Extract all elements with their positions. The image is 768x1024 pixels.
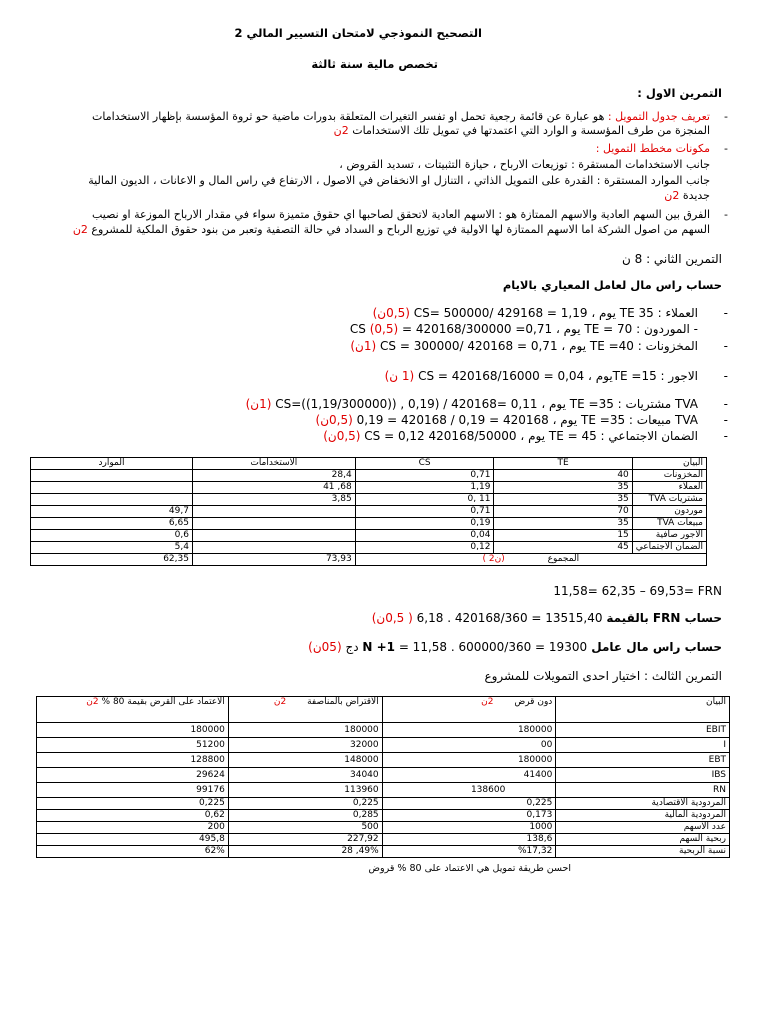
table-row bbox=[37, 753, 730, 768]
cell-uses: 3,85 bbox=[192, 494, 355, 506]
difference-text-2: السهم من اصول الشركة اما الاسهم الممتازة لها الاولية في توزيع الرباح و السداد في حالة التصفية وتعبر من بنود حقوق الملكية للمشروع bbox=[91, 223, 710, 236]
frn-value-label: حساب FRN بالقيمة bbox=[606, 611, 722, 625]
header-item: البيان bbox=[556, 697, 730, 723]
bullet-dash: - bbox=[723, 413, 728, 427]
cell-no-loan: 138600 bbox=[382, 783, 556, 798]
definition-label: تعريف جدول التمويل : bbox=[607, 110, 710, 123]
calc-text: الاجور : TE =15يوم ، 0,04 = 420168/16000 = CS bbox=[418, 369, 698, 383]
calc-line-tva-sales bbox=[316, 413, 698, 427]
calc-text: العملاء : TE 35 يوم ، 1,19 = 429168 /500000 =CS bbox=[413, 306, 698, 320]
financing-header-row bbox=[37, 697, 730, 723]
header-cs: CS bbox=[355, 458, 494, 470]
working-capital-line bbox=[308, 640, 722, 654]
financing-table bbox=[36, 696, 730, 858]
definition-line-1 bbox=[36, 110, 710, 124]
calc-score: (0,5ن) bbox=[315, 413, 353, 427]
cell-item: الاجور صافية bbox=[632, 530, 706, 542]
cell-half-loan: 32000 bbox=[228, 738, 382, 753]
table-row bbox=[37, 783, 730, 798]
header-resources: الموارد bbox=[31, 458, 193, 470]
total-resources: 62,35 bbox=[31, 554, 193, 566]
calc-score: (0,5) bbox=[369, 322, 399, 336]
cell-no-loan: 1000 bbox=[382, 822, 556, 834]
cell-80-loan: 200 bbox=[37, 822, 229, 834]
header-half-loan bbox=[228, 697, 382, 723]
cell-item: نسبة الربحية bbox=[556, 846, 730, 858]
header-te: TE bbox=[494, 458, 632, 470]
cell-te: 35 bbox=[494, 494, 632, 506]
header-score: 2ن bbox=[86, 697, 99, 707]
table-row bbox=[37, 834, 730, 846]
table-header-row bbox=[31, 458, 707, 470]
cell-half-loan: 28 ,49% bbox=[228, 846, 382, 858]
cell-no-loan: %17,32 bbox=[382, 846, 556, 858]
cell-half-loan: 0,285 bbox=[228, 810, 382, 822]
calc-text: الضمان الاجتماعي : TE = 45 يوم ، 420168/50000 CS = 0,12 bbox=[364, 429, 698, 443]
cell-uses bbox=[192, 530, 355, 542]
cell-cs: 0,71 bbox=[355, 506, 494, 518]
header-no-loan bbox=[382, 697, 556, 723]
calc-line-clients bbox=[373, 306, 698, 320]
calc-line-suppliers bbox=[350, 322, 698, 336]
frn-line: 11,58= 62,35 – 69,53= FRN bbox=[553, 584, 722, 598]
calc-line-social-security bbox=[323, 429, 698, 443]
frn-value-text: 6,18 . 420168/360 = 13515,40 bbox=[416, 611, 603, 625]
cell-no-loan: 180000 bbox=[382, 753, 556, 768]
cell-item: IBS bbox=[556, 768, 730, 783]
cell-uses: 41 ,68 bbox=[192, 482, 355, 494]
cell-item: I bbox=[556, 738, 730, 753]
cell-item: المخزونات bbox=[632, 470, 706, 482]
table-row bbox=[31, 506, 707, 518]
components-line-2: جانب الموارد المستقرة : القدرة على التمويل الذاتي ، التنازل او الانخفاض في الاصول ، الارتفاع في راس المال و الاعانات ، الديون المالية bbox=[88, 174, 710, 187]
cell-item: مشتريات TVA bbox=[632, 494, 706, 506]
exercise-1-heading: التمرين الاول : bbox=[637, 86, 722, 100]
calc-score: (0,5ن) bbox=[372, 306, 410, 320]
cell-80-loan: 495,8 bbox=[37, 834, 229, 846]
cell-half-loan: 227,92 bbox=[228, 834, 382, 846]
cell-no-loan: 00 bbox=[382, 738, 556, 753]
cell-item: العملاء bbox=[632, 482, 706, 494]
cell-item: مبيعات TVA bbox=[632, 518, 706, 530]
cell-item: الضمان الاجتماعي bbox=[632, 542, 706, 554]
calc-text: TVA مشتريات : TE =35 يوم ، CS=((1,19/300000)) , 0,19) / 420168= 0,11 bbox=[275, 397, 698, 411]
conclusion-text: احسن طريقة تمويل هي الاعتماد على 80 % قروض bbox=[368, 863, 571, 874]
total-score: ( 2ن) bbox=[482, 554, 505, 564]
cell-cs: 1,19 bbox=[355, 482, 494, 494]
table-total-row bbox=[31, 554, 707, 566]
cell-half-loan: 148000 bbox=[228, 753, 382, 768]
cell-item: موردون bbox=[632, 506, 706, 518]
exercise-2-heading: التمرين الثاني : 8 ن bbox=[621, 252, 722, 266]
table-row bbox=[37, 738, 730, 753]
total-label: المجموع bbox=[547, 554, 580, 564]
difference-line-1: الفرق بين السهم العادية والاسهم الممتازة هو : الاسهم العادية لاتحقق لصاحبها اي حقوق متميزة سواء في مقدار الارباح الموزعة او نصيب bbox=[91, 208, 710, 221]
table-row bbox=[37, 846, 730, 858]
components-text-3: جديدة bbox=[682, 189, 710, 202]
frn-value-line bbox=[372, 611, 722, 625]
working-capital-score: (05ن) bbox=[308, 640, 342, 654]
bullet-dash: - bbox=[723, 397, 728, 411]
page-title: التصحيح النموذجي لامتحان التسيير المالي 2 bbox=[234, 26, 482, 40]
cell-80-loan: 180000 bbox=[37, 723, 229, 738]
cell-80-loan: 0,225 bbox=[37, 798, 229, 810]
cell-80-loan: 99176 bbox=[37, 783, 229, 798]
cell-te: 35 bbox=[494, 518, 632, 530]
cell-80-loan: 62% bbox=[37, 846, 229, 858]
table-row bbox=[31, 470, 707, 482]
bullet-dash: - bbox=[723, 306, 728, 320]
cell-80-loan: 51200 bbox=[37, 738, 229, 753]
cell-uses bbox=[192, 518, 355, 530]
cell-resources: 5,4 bbox=[31, 542, 193, 554]
cell-no-loan: 0,225 bbox=[382, 798, 556, 810]
table-row bbox=[37, 822, 730, 834]
cell-cs: 0,71 bbox=[355, 470, 494, 482]
cell-cs: 0,04 bbox=[355, 530, 494, 542]
header-item: البيان bbox=[632, 458, 706, 470]
bullet-dash: - bbox=[723, 429, 728, 443]
definition-text-2: المنجزة من طرف المؤسسة و الوارد التي اعتمدتها في تمويل تلك الاستخدامات bbox=[352, 124, 710, 137]
calc-score: (1ن) bbox=[350, 339, 377, 353]
cell-item: RN bbox=[556, 783, 730, 798]
cell-no-loan: 138,6 bbox=[382, 834, 556, 846]
cell-uses: 28,4 bbox=[192, 470, 355, 482]
bullet-dash: - bbox=[724, 208, 728, 221]
calc-text: المخزونات : TE =40 يوم ، 0,71 = 420168 /300000 = CS bbox=[380, 339, 698, 353]
cell-80-loan: 128800 bbox=[37, 753, 229, 768]
cell-item: EBT bbox=[556, 753, 730, 768]
table-row bbox=[31, 542, 707, 554]
components-line-3 bbox=[36, 189, 710, 203]
frn-value-score: ( 0,5ن) bbox=[371, 611, 413, 625]
definition-text: هو عبارة عن قائمة رجعية تحمل او تفسر التغيرات المتعلقة بدورات ماضية حو ثروة المؤسسة بإظهار الاستخدامات bbox=[92, 110, 605, 123]
cell-half-loan: 34040 bbox=[228, 768, 382, 783]
difference-line-2 bbox=[36, 223, 710, 237]
cell-80-loan: 29624 bbox=[37, 768, 229, 783]
calc-line-tva-purchases bbox=[246, 397, 698, 411]
calc-text: TVA مبيعات : TE =35 يوم ، 420168 = 0,19 / 420168 = 0,19 bbox=[356, 413, 698, 427]
cell-item: ربحية السهم bbox=[556, 834, 730, 846]
table-row bbox=[31, 518, 707, 530]
header-score: 2ن bbox=[481, 697, 494, 707]
cell-no-loan: 180000 bbox=[382, 723, 556, 738]
cell-uses bbox=[192, 506, 355, 518]
cell-te: 35 bbox=[494, 482, 632, 494]
calc-score: (0,5ن) bbox=[323, 429, 361, 443]
cell-half-loan: 180000 bbox=[228, 723, 382, 738]
table-row bbox=[37, 723, 730, 738]
cell-no-loan: 41400 bbox=[382, 768, 556, 783]
cell-no-loan: 0,173 bbox=[382, 810, 556, 822]
cell-uses bbox=[192, 542, 355, 554]
cell-resources bbox=[31, 470, 193, 482]
cell-80-loan: 0,62 bbox=[37, 810, 229, 822]
definition-score: 2ن bbox=[333, 124, 349, 137]
cell-te: 70 bbox=[494, 506, 632, 518]
page-subtitle: تخصص مالية سنة ثالثة bbox=[311, 57, 438, 71]
table-row bbox=[31, 530, 707, 542]
cell-resources bbox=[31, 482, 193, 494]
cell-resources: 49,7 bbox=[31, 506, 193, 518]
header-no-loan-label: دون قرض bbox=[514, 697, 553, 707]
bullet-dash: - bbox=[724, 110, 728, 123]
cell-cs: 0,12 bbox=[355, 542, 494, 554]
total-uses: 73,93 bbox=[192, 554, 355, 566]
cell-half-loan: 500 bbox=[228, 822, 382, 834]
calc-text: - الموردون : TE = 70 يوم ، 0,71= 420168/300000 = CS bbox=[349, 322, 698, 336]
header-uses: الاستخدامات bbox=[192, 458, 355, 470]
cell-te: 45 bbox=[494, 542, 632, 554]
cell-te: 15 bbox=[494, 530, 632, 542]
exercise-2-subheading: حساب راس مال لعامل المعياري بالايام bbox=[502, 278, 722, 292]
table-row bbox=[31, 494, 707, 506]
bullet-dash: - bbox=[724, 142, 728, 155]
bullet-dash: - bbox=[723, 339, 728, 353]
cell-half-loan: 113960 bbox=[228, 783, 382, 798]
total-label-cell bbox=[355, 554, 706, 566]
cell-item: EBIT bbox=[556, 723, 730, 738]
definition-line-2 bbox=[36, 124, 710, 138]
table-row bbox=[37, 768, 730, 783]
header-80-loan bbox=[37, 697, 229, 723]
table-row bbox=[37, 810, 730, 822]
cell-resources: 0,6 bbox=[31, 530, 193, 542]
cell-te: 40 bbox=[494, 470, 632, 482]
cell-item: عدد الاسهم bbox=[556, 822, 730, 834]
cell-resources: 6,65 bbox=[31, 518, 193, 530]
components-score: 2ن bbox=[664, 189, 680, 202]
header-80-loan-label: الاعتماد على القرض بقيمة 80 % bbox=[101, 697, 225, 707]
components-line-1: جانب الاستخدامات المستقرة : توزيعات الارباح ، حيازة التثبيتات ، تسديد القروض ، bbox=[339, 158, 710, 171]
header-half-loan-label: الاقتراض بالمناصفة bbox=[307, 697, 379, 707]
calc-line-wages bbox=[385, 369, 698, 383]
components-label: مكونات مخطط التمويل : bbox=[595, 142, 710, 155]
cell-resources bbox=[31, 494, 193, 506]
cell-half-loan: 0,225 bbox=[228, 798, 382, 810]
cell-cs: 0, 11 bbox=[355, 494, 494, 506]
working-capital-table bbox=[30, 457, 707, 566]
working-capital-text: = 11,58 . 600000/360 = 19300 دج bbox=[345, 640, 588, 654]
exercise-3-heading: التمرين الثالث : اختيار احدى التمويلات للمشروع bbox=[484, 669, 722, 683]
calc-line-inventory bbox=[350, 339, 698, 353]
working-capital-label: حساب راس مال عامل N +1 bbox=[362, 640, 722, 654]
table-row bbox=[37, 798, 730, 810]
bullet-dash: - bbox=[723, 369, 728, 383]
table-row bbox=[31, 482, 707, 494]
calc-score: (1 ن) bbox=[384, 369, 415, 383]
calc-score: (1ن) bbox=[245, 397, 272, 411]
cell-item: المردودية المالية bbox=[556, 810, 730, 822]
difference-score: 2ن bbox=[72, 223, 88, 236]
header-score: 2ن bbox=[273, 697, 287, 707]
cell-item: المردودية الاقتصادية bbox=[556, 798, 730, 810]
cell-cs: 0,19 bbox=[355, 518, 494, 530]
